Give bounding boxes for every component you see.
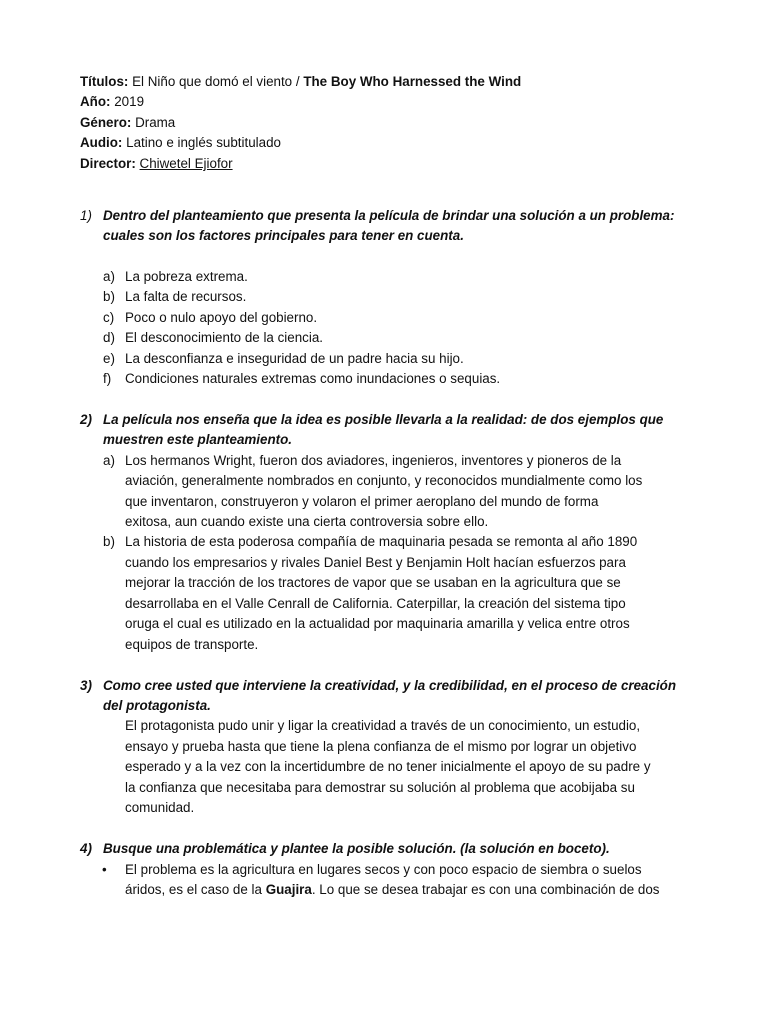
q2-item-b-line1: La historia de esta poderosa compañía de maquinaria pesada se remonta al año 1890 xyxy=(125,534,638,549)
year-line xyxy=(80,92,144,112)
year-label: Año: xyxy=(80,94,111,109)
director-label: Director: xyxy=(80,156,136,171)
q3-answer-line4: la confianza que necesitaba para demostrar su solución al problema que acobijaba su xyxy=(125,780,635,795)
q3-line2: del protagonista. xyxy=(103,698,211,713)
q1-item-f-label: f) xyxy=(103,371,112,386)
q4-line1: Busque una problemática y plantee la posible solución. (la solución en boceto). xyxy=(103,841,610,856)
q2-number: 2) xyxy=(80,412,92,427)
audio-value: Latino e inglés subtitulado xyxy=(126,135,281,150)
q1-item-e-label: e) xyxy=(103,351,115,366)
q2-item-a-line4: exitosa, aun cuando existe una cierta controversia sobre ello. xyxy=(125,514,489,529)
q1-line2: cuales son los factores principales para tener en cuenta. xyxy=(103,228,464,243)
q1-item-f: Condiciones naturales extremas como inundaciones o sequias. xyxy=(125,371,501,386)
year-value: 2019 xyxy=(114,94,145,109)
q3-line1: Como cree usted que interviene la creatividad, y la credibilidad, en el proceso de creación xyxy=(103,678,677,693)
q2-item-b-line2: cuando los empresarios y rivales Daniel Best y Benjamin Holt hacían esfuerzos para xyxy=(125,555,626,570)
q3-number: 3) xyxy=(80,678,92,693)
q1-item-c-label: c) xyxy=(103,310,115,325)
director-value: Chiwetel Ejiofor xyxy=(139,156,233,171)
q4-number: 4) xyxy=(80,841,92,856)
bullet-icon: • xyxy=(102,862,107,877)
q1-item-a-label: a) xyxy=(103,269,115,284)
titles-line xyxy=(80,72,521,92)
genre-line xyxy=(80,113,175,133)
q4-answer-line1: El problema es la agricultura en lugares secos y con poco espacio de siembra o suelos xyxy=(125,862,642,877)
q1-item-b: La falta de recursos. xyxy=(125,289,247,304)
q4-answer-line2-post: . Lo que se desea trabajar es con una combinación de dos xyxy=(311,882,660,897)
q2-item-b-line6: equipos de transporte. xyxy=(125,637,259,652)
q2-item-b-line3: mejorar la tracción de los tractores de vapor que se usaban en la agricultura que se xyxy=(125,575,621,590)
q2-item-b-line4: desarrollaba en el Valle Cenrall de California. Caterpillar, la creación del sistema tipo xyxy=(125,596,626,611)
q3-answer-line1: El protagonista pudo unir y ligar la creatividad a través de un conocimiento, un estudio, xyxy=(125,718,641,733)
q1-item-a: La pobreza extrema. xyxy=(125,269,248,284)
titles-en: The Boy Who Harnessed the Wind xyxy=(303,74,522,89)
q2-item-a-line2: aviación, generalmente nombrados en conjunto, y reconocidos mundialmente como los xyxy=(125,473,643,488)
q2-line1: La película nos enseña que la idea es posible llevarla a la realidad: de dos ejemplos que xyxy=(103,412,664,427)
q1-line1: Dentro del planteamiento que presenta la película de brindar una solución a un problema: xyxy=(103,208,675,223)
q4-answer-guajira: Guajira xyxy=(265,882,312,897)
q4-answer-line2 xyxy=(125,880,660,900)
genre-value: Drama xyxy=(135,115,176,130)
q1-item-b-label: b) xyxy=(103,289,115,304)
genre-label: Género: xyxy=(80,115,132,130)
q2-item-a-line1: Los hermanos Wright, fueron dos aviadores, ingenieros, inventores y pioneros de la xyxy=(125,453,622,468)
q2-item-b-label: b) xyxy=(103,534,115,549)
audio-line xyxy=(80,133,281,153)
q1-number-text: 1) xyxy=(80,208,92,223)
audio-label: Audio: xyxy=(80,135,123,150)
q3-answer-line3: esperado y a la vez con la incertidumbre de no tener inicialmente el apoyo de su padre y xyxy=(125,759,651,774)
q3-answer-line5: comunidad. xyxy=(125,800,195,815)
q1-item-d: El desconocimiento de la ciencia. xyxy=(125,330,323,345)
q4-answer-line2-pre: áridos, es el caso de la xyxy=(125,882,262,897)
director-line xyxy=(80,154,233,174)
q2-line2: muestren este planteamiento. xyxy=(103,432,293,447)
q2-item-b-line5: oruga el cual es utilizado en la actualidad por maquinaria amarilla y velica entre otros xyxy=(125,616,630,631)
titles-label: Títulos: xyxy=(80,74,129,89)
q1-item-e: La desconfianza e inseguridad de un padre hacia su hijo. xyxy=(125,351,464,366)
q1-number xyxy=(80,206,92,226)
q1-item-d-label: d) xyxy=(103,330,115,345)
q3-answer-line2: ensayo y prueba hasta que tiene la plena confianza de el mismo por lograr un objetivo xyxy=(125,739,637,754)
q2-item-a-line3: que inventaron, construyeron y volaron el primer aeroplano del mundo de forma xyxy=(125,494,599,509)
q2-item-a-label: a) xyxy=(103,453,115,468)
q1-item-c: Poco o nulo apoyo del gobierno. xyxy=(125,310,318,325)
titles-es: El Niño que domó el viento / xyxy=(132,74,300,89)
